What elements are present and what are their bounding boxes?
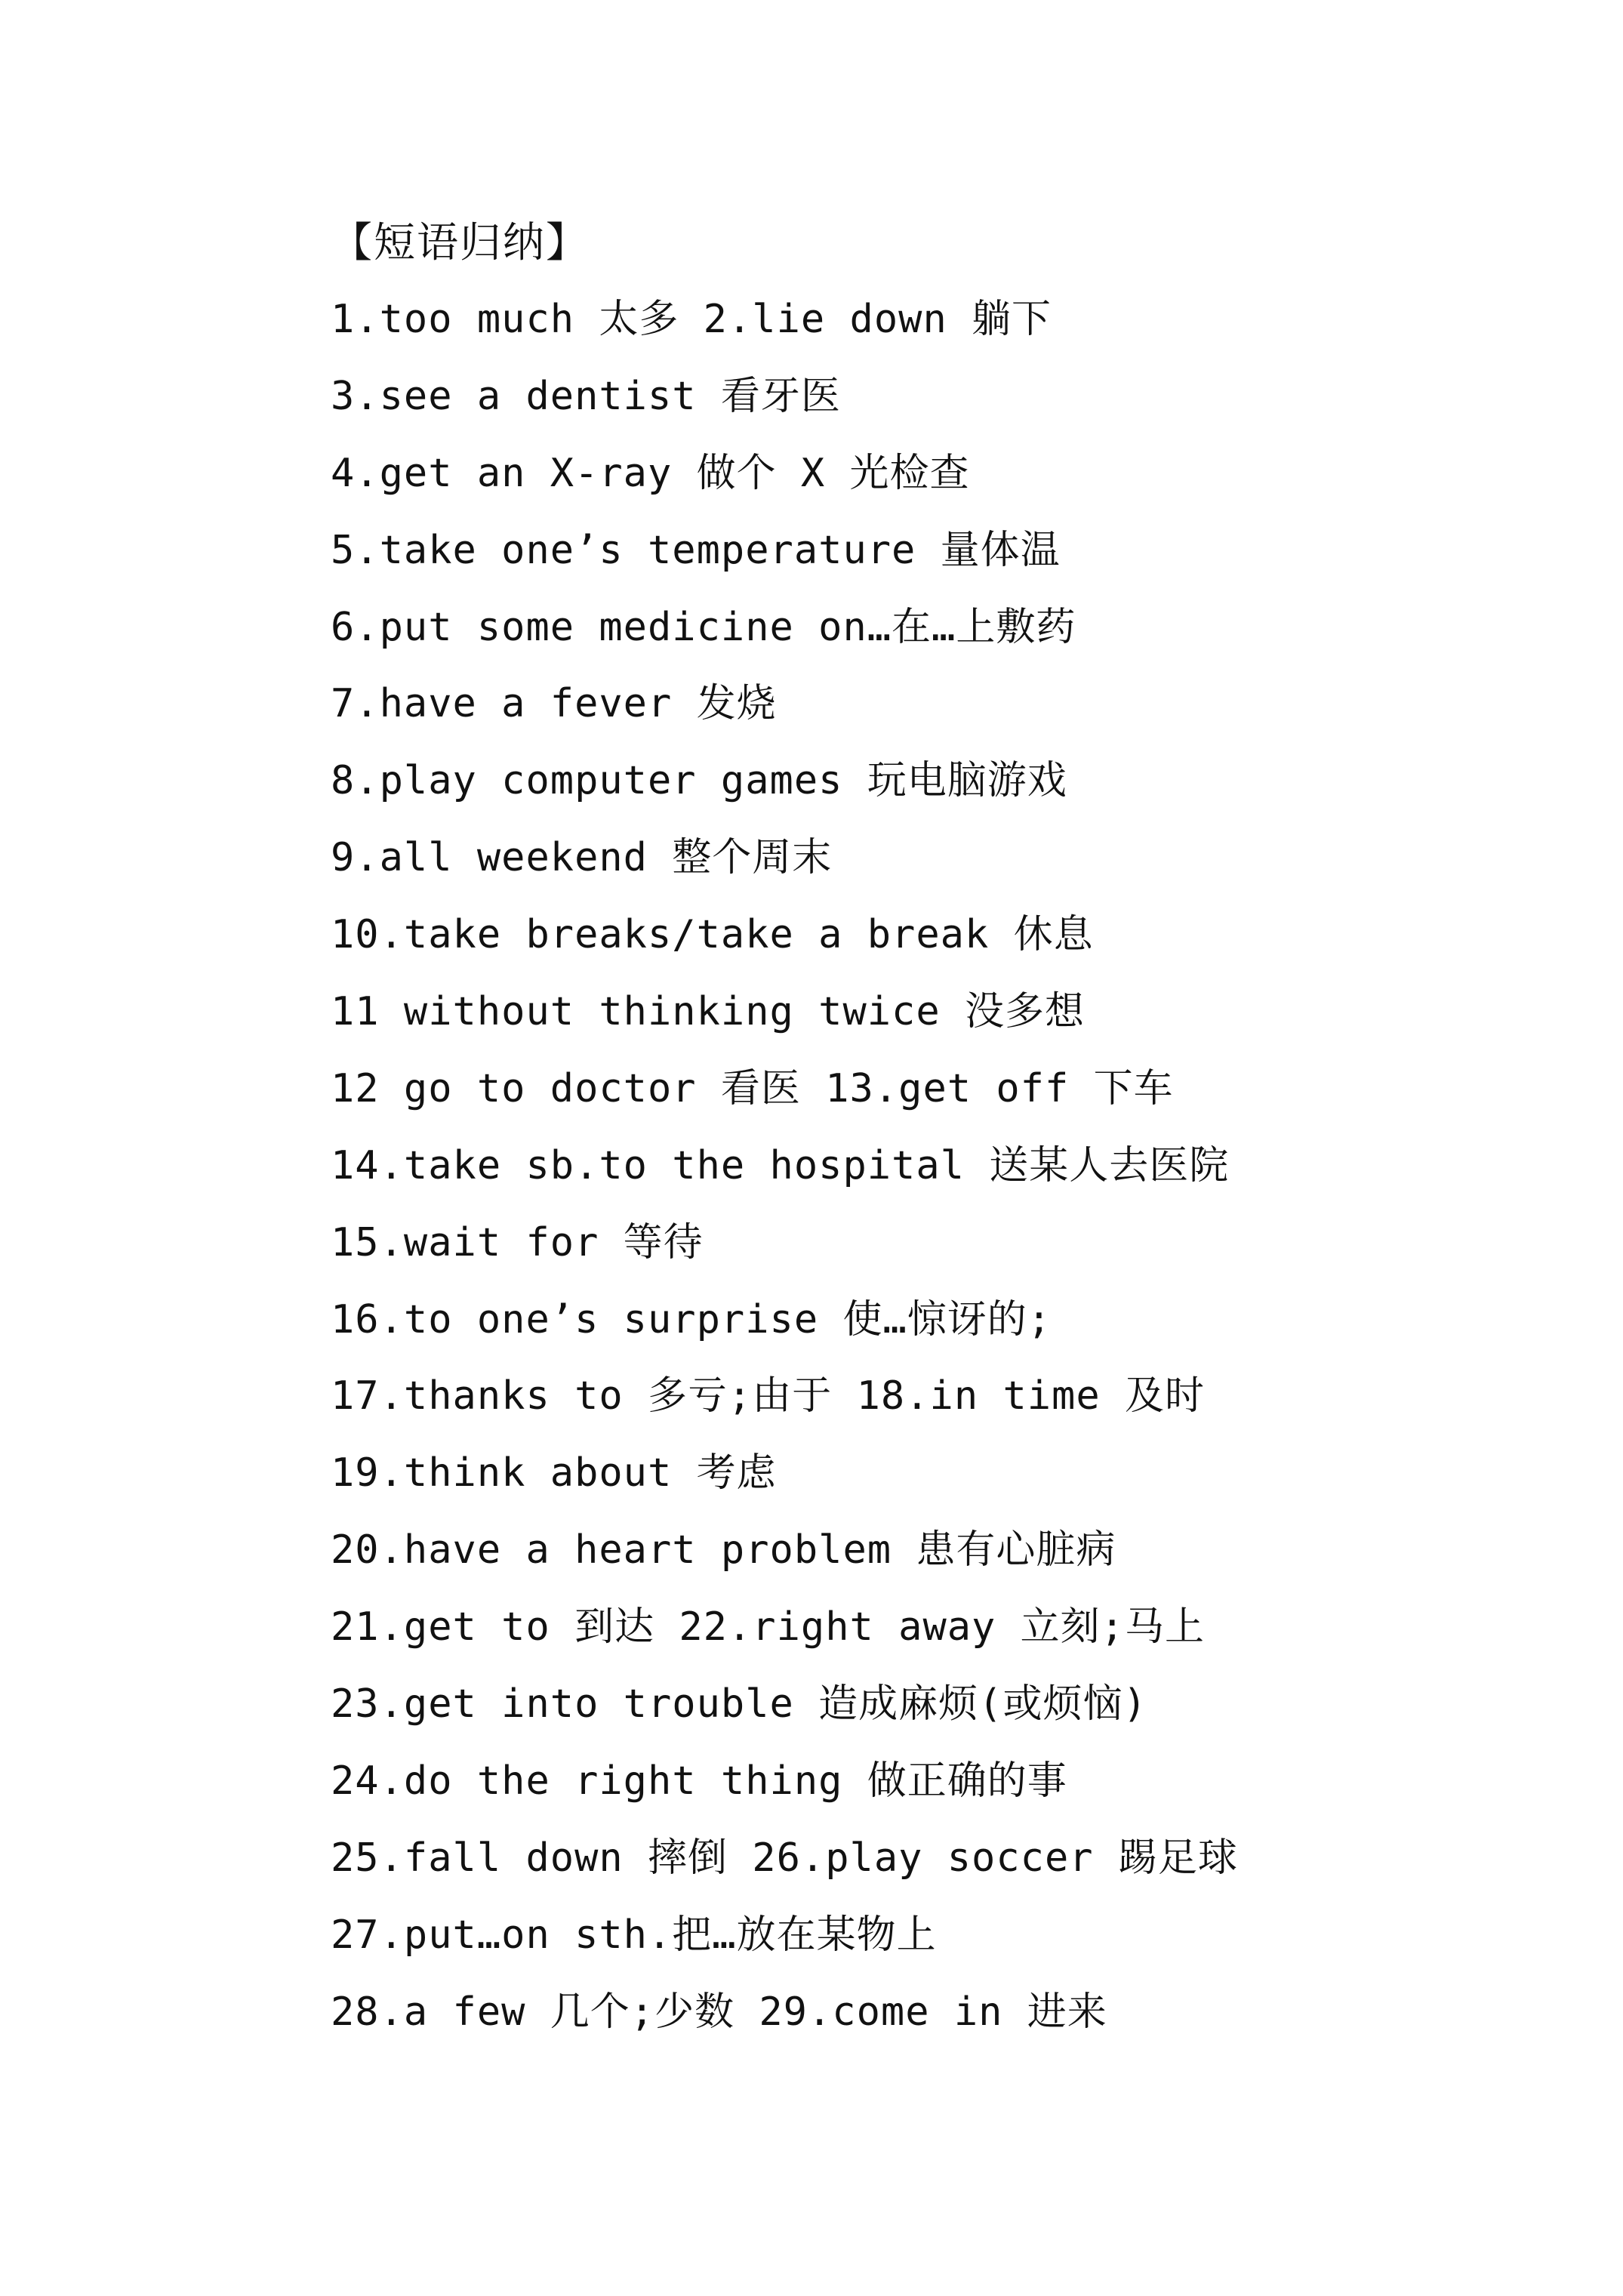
phrase-line: 3.see a dentist 看牙医 bbox=[331, 373, 841, 419]
phrase-line: 21.get to 到达 22.right away 立刻;马上 bbox=[331, 1604, 1205, 1650]
phrase-line: 15.wait for 等待 bbox=[331, 1219, 704, 1265]
phrase-line: 6.put some medicine on…在…上敷药 bbox=[331, 604, 1076, 650]
phrase-line: 1.too much 太多 2.lie down 躺下 bbox=[331, 297, 1052, 342]
phrase-line: 17.thanks to 多亏;由于 18.in time 及时 bbox=[331, 1373, 1205, 1419]
phrase-line: 14.take sb.to the hospital 送某人去医院 bbox=[331, 1142, 1230, 1188]
phrase-line: 8.play computer games 玩电脑游戏 bbox=[331, 758, 1067, 804]
phrase-line: 7.have a fever 发烧 bbox=[331, 681, 777, 727]
phrase-line: 27.put…on sth.把…放在某物上 bbox=[331, 1912, 937, 1958]
phrase-line: 23.get into trouble 造成麻烦(或烦恼) bbox=[331, 1681, 1147, 1727]
phrase-line: 25.fall down 摔倒 26.play soccer 踢足球 bbox=[331, 1835, 1238, 1881]
phrase-line: 12 go to doctor 看医 13.get off 下车 bbox=[331, 1065, 1174, 1111]
phrase-line: 19.think about 考虑 bbox=[331, 1450, 777, 1496]
phrase-line: 11 without thinking twice 没多想 bbox=[331, 989, 1085, 1035]
phrase-line: 9.all weekend 整个周末 bbox=[331, 835, 833, 881]
phrase-line: 16.to one’s surprise 使…惊讶的; bbox=[331, 1296, 1052, 1342]
phrase-line: 10.take breaks/take a break 休息 bbox=[331, 912, 1094, 958]
phrase-line: 5.take one’s temperature 量体温 bbox=[331, 527, 1061, 573]
phrase-line: 20.have a heart problem 患有心脏病 bbox=[331, 1527, 1116, 1573]
phrase-list bbox=[331, 293, 1576, 2062]
phrase-line: 4.get an X-ray 做个 X 光检查 bbox=[331, 450, 970, 496]
phrase-line: 28.a few 几个;少数 29.come in 进来 bbox=[331, 1989, 1107, 2035]
section-heading: 【短语归纳】 bbox=[331, 218, 590, 267]
phrase-line: 24.do the right thing 做正确的事 bbox=[331, 1758, 1067, 1804]
